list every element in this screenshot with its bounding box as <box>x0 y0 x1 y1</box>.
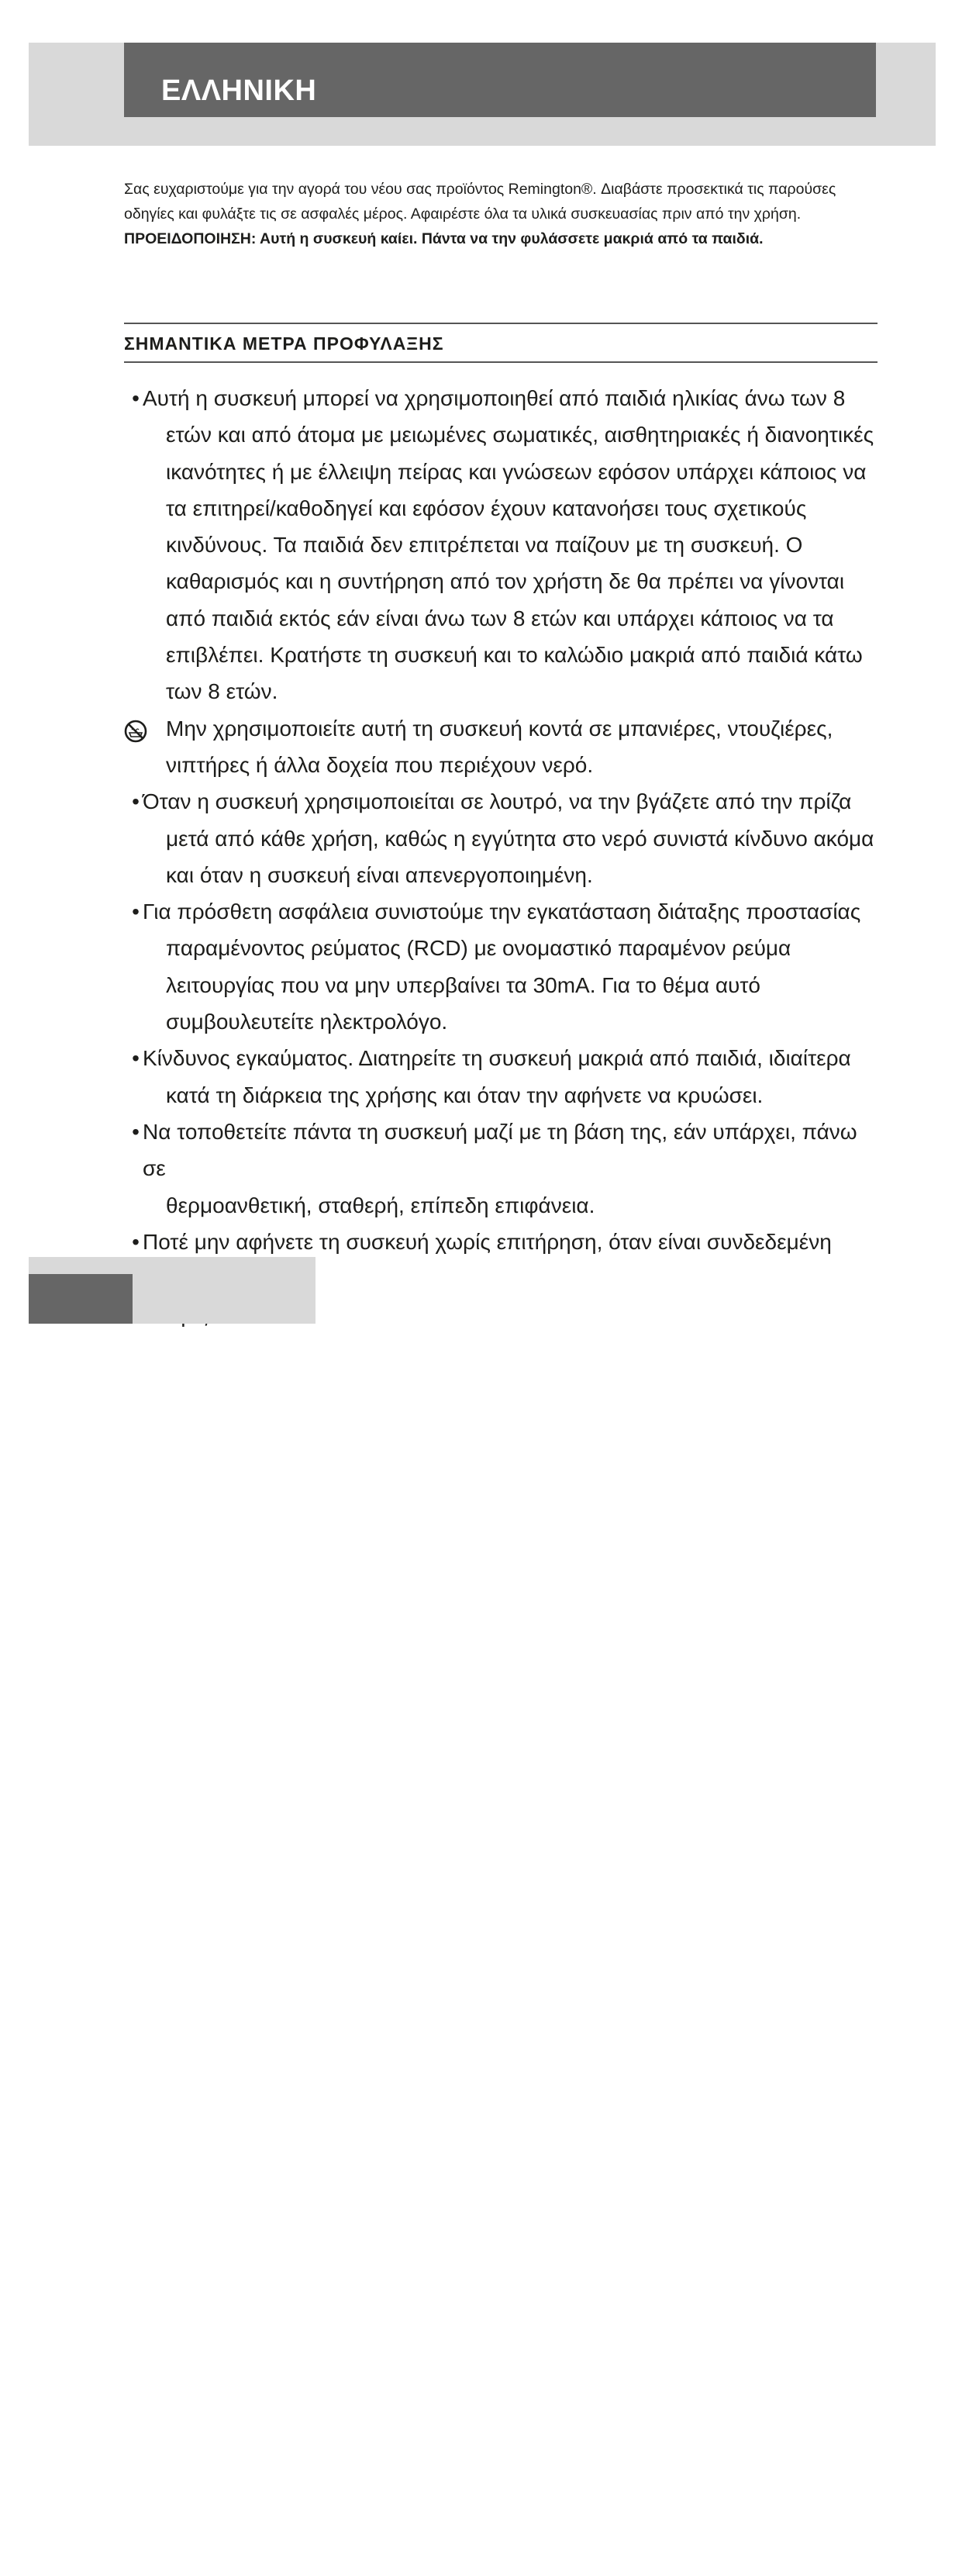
warning-text: ΠΡΟΕΙΔΟΠΟΙΗΣΗ: Αυτή η συσκευή καίει. Πάντα να την φυλάσσετε μακριά από τα παιδιά. <box>124 230 764 247</box>
intro-text: Σας ευχαριστούμε για την αγορά του νέου σας προϊόντος Remington®. Διαβάστε προσεκτικά τις παρούσες οδηγίες και φυλάξτε τις σε ασφαλές μέρος. Αφαιρέστε όλα τα υλικά συσκευασίας πριν από την χρήση. <box>124 181 836 223</box>
page-number-tab <box>29 1274 133 2575</box>
list-item <box>124 1040 880 1114</box>
safety-list <box>124 380 880 1334</box>
page-number: 68 <box>57 2556 77 2575</box>
list-item <box>124 380 880 710</box>
language-title-bar <box>124 43 876 117</box>
list-item <box>124 1114 880 1224</box>
section-header <box>124 323 878 363</box>
section-title: ΣΗΜΑΝΤΙΚΑ ΜΕΤΡΑ ΠΡΟΦΥΛΑΞΗΣ <box>124 333 444 354</box>
bullet-icon: • <box>132 789 140 814</box>
item-first-line: Κίνδυνος εγκαύματος. Διατηρείτε τη συσκευή μακριά από παιδιά, ιδιαίτερα <box>143 1046 851 1071</box>
item-text: μετά από κάθε χρήση, καθώς η εγγύτητα στο νερό συνιστά κίνδυνο ακόμα και όταν η συσκευή είναι απενεργοποιημένη. <box>166 826 874 887</box>
bullet-icon: • <box>132 1119 140 1144</box>
bullet-icon: • <box>132 1046 140 1071</box>
item-text: Μην χρησιμοποιείτε αυτή τη συσκευή κοντά σε μπανιέρες, ντουζιέρες, νιπτήρες ή άλλα δοχεία που περιέχουν νερό. <box>166 716 833 777</box>
list-item <box>124 783 880 893</box>
item-first-line: Να τοποθετείτε πάντα τη συσκευή μαζί με τη βάση της, εάν υπάρχει, πάνω σε <box>143 1119 857 1181</box>
item-first-line: Αυτή η συσκευή μπορεί να χρησιμοποιηθεί από παιδιά ηλικίας άνω των 8 <box>143 386 846 410</box>
intro-block <box>124 177 880 251</box>
page-title: ΕΛΛΗΝΙΚΗ <box>161 74 317 107</box>
item-text: κατά τη διάρκεια της χρήσης και όταν την αφήνετε να κρυώσει. <box>166 1083 764 1107</box>
no-bath-water-warning-icon <box>124 717 147 754</box>
item-first-line: Ποτέ μην αφήνετε τη συσκευή χωρίς επιτήρηση, όταν είναι συνδεδεμένη <box>143 1229 832 1254</box>
item-text: ετών και από άτομα με μειωμένες σωματικές, αισθητηριακές ή διανοητικές ικανότητες ή με έλλειψη πείρας και γνώσεων εφόσον υπάρχει κάποιος να τα επιτηρεί/καθοδηγεί και εφόσον έχουν κατανοήσει τους σχετικούς κινδύνους. Τα παιδιά δεν επιτρέπεται να παίζουν με τη συσκευή. Ο καθαρισμός και η συντήρηση από τον χρήστη δε θα πρέπει να γίνονται από παιδιά εκτός εάν είναι άνω των 8 ετών και υπάρχει κάποιος να τα επιβλέπει. Κρατήστε τη συσκευή και το καλώδιο μακριά από παιδιά κάτω των 8 ετών. <box>166 423 874 704</box>
bullet-icon: • <box>132 386 140 410</box>
bullet-icon: • <box>132 1229 140 1254</box>
item-text: θερμοανθετική, σταθερή, επίπεδη επιφάνεια. <box>166 1193 595 1217</box>
item-text: παραμένοντος ρεύματος (RCD) με ονομαστικό παραμένον ρεύμα λειτουργίας που να μην υπερβαίνει τα 30mA. Για το θέμα αυτό συμβουλευτείτε ηλεκτρολόγο. <box>166 936 791 1034</box>
list-item <box>124 710 880 784</box>
bullet-icon: • <box>132 900 140 924</box>
item-first-line: Όταν η συσκευή χρησιμοποιείται σε λουτρό, να την βγάζετε από την πρίζα <box>143 789 852 814</box>
list-item <box>124 893 880 1040</box>
item-first-line: Για πρόσθετη ασφάλεια συνιστούμε την εγκατάσταση διάταξης προστασίας <box>143 900 861 924</box>
